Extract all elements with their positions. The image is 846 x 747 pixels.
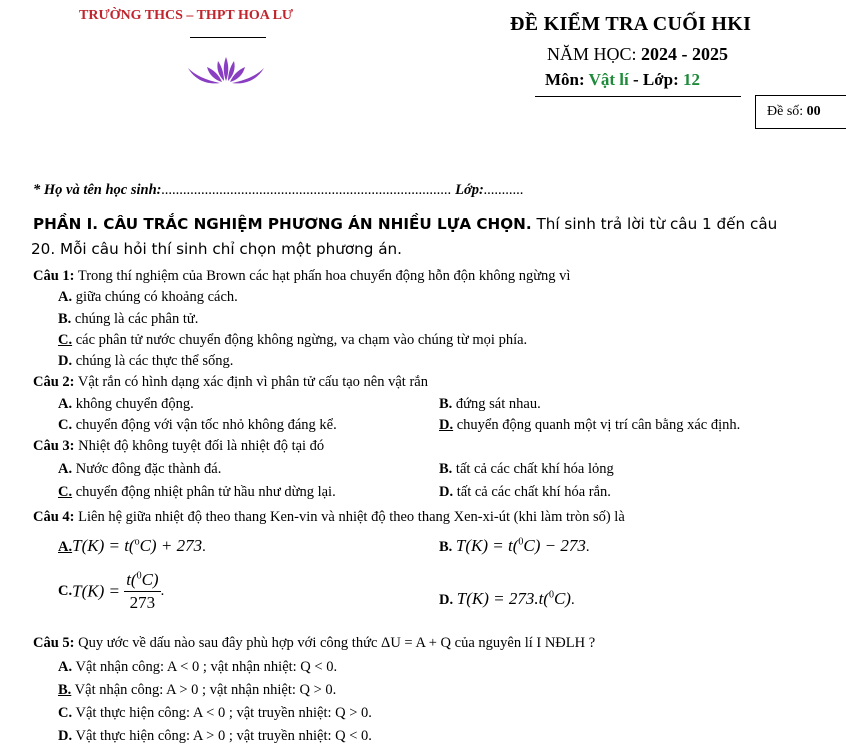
subject-underline	[535, 96, 741, 97]
q5-option-c: C. Vật thực hiện công: A < 0 ; vật truyền nhiệt: Q > 0.	[58, 705, 372, 721]
question-5: Câu 5: Quy ước về dấu nào sau đây phù hợp với công thức ΔU = A + Q của nguyên lí I NĐLH ?	[33, 635, 596, 651]
student-name-label: * Họ và tên học sinh:	[33, 182, 162, 198]
q5-option-a: A. Vật nhận công: A < 0 ; vật nhận nhiệt: Q < 0.	[58, 659, 338, 675]
q4-option-b: B. T(K) = t($^0$C) − 273.	[439, 536, 590, 555]
exam-code-box: Đề số: 00	[755, 95, 846, 129]
school-year: NĂM HỌC: 2024 - 2025	[547, 44, 729, 64]
school-name: TRƯỜNG THCS – THPT HOA LƯ	[79, 8, 294, 23]
q3-option-a: A. Nước đông đặc thành đá.	[58, 461, 222, 477]
q5-option-b: B. Vật nhận công: A > 0 ; vật nhận nhiệt: Q > 0.	[58, 682, 337, 698]
q2-option-b: B. đứng sát nhau.	[439, 396, 541, 412]
subject-line: Môn: Vật lí - Lớp: 12	[545, 70, 701, 89]
q3-option-b: B. tất cả các chất khí hóa lỏng	[439, 461, 614, 477]
q1-option-d: D. chúng là các thực thể sống.	[58, 353, 234, 369]
lotus-logo-icon	[183, 55, 269, 85]
q2-option-d: D. chuyển động quanh một vị trí cân bằng xác định.	[439, 417, 741, 433]
class-label: Lớp:	[451, 182, 484, 198]
section-instruction: Thí sinh trả lời từ câu 1 đến câu	[531, 215, 778, 233]
q4-option-c: C.T(K) = $\frac{t(^0C)}{273}$ .	[58, 570, 165, 612]
q2-option-a: A. không chuyển động.	[58, 396, 194, 412]
q5-option-d: D. Vật thực hiện công: A > 0 ; vật truyền nhiệt: Q < 0.	[58, 728, 372, 744]
question-3: Câu 3: Nhiệt độ không tuyệt đối là nhiệt độ tại đó	[33, 438, 325, 454]
q1-option-c: C. các phân tử nước chuyển động không ngừng, va chạm vào chúng từ mọi phía.	[58, 332, 528, 348]
q1-option-a: A. giữa chúng có khoảng cách.	[58, 289, 238, 305]
q1-option-b: B. chúng là các phân tử.	[58, 311, 199, 327]
question-1: Câu 1: Trong thí nghiệm của Brown các hạt phấn hoa chuyển động hỗn độn không ngừng vì	[33, 268, 571, 284]
q2-option-c: C. chuyển động với vận tốc nhỏ không đáng kể.	[58, 417, 337, 433]
class-field: ...........	[483, 182, 524, 198]
section-title: PHẦN I. CÂU TRẮC NGHIỆM PHƯƠNG ÁN NHIỀU LỰA CHỌN.	[33, 215, 532, 233]
q4-option-d: D. T(K) = 273.t($^0$C).	[439, 589, 575, 608]
q4-option-a: A.T(K) = t($^o$C) + 273.	[58, 536, 206, 555]
student-name-field: ................................................................................	[161, 182, 452, 198]
section-heading	[33, 215, 777, 233]
section-instruction-cont: 20. Mỗi câu hỏi thí sinh chỉ chọn một phương án.	[31, 240, 402, 258]
q3-option-d: D. tất cả các chất khí hóa rắn.	[439, 484, 611, 500]
q3-option-c: C. chuyển động nhiệt phân tử hầu như dừng lại.	[58, 484, 336, 500]
exam-title: ĐỀ KIỂM TRA CUỐI HKI	[510, 13, 752, 35]
student-info-line	[33, 182, 524, 199]
question-4: Câu 4: Liên hệ giữa nhiệt độ theo thang Ken-vin và nhiệt độ theo thang Xen-xi-út (khi làm tròn số) là	[33, 509, 625, 525]
school-underline	[190, 37, 266, 38]
question-2: Câu 2: Vật rắn có hình dạng xác định vì phân tử cấu tạo nên vật rắn	[33, 374, 428, 390]
